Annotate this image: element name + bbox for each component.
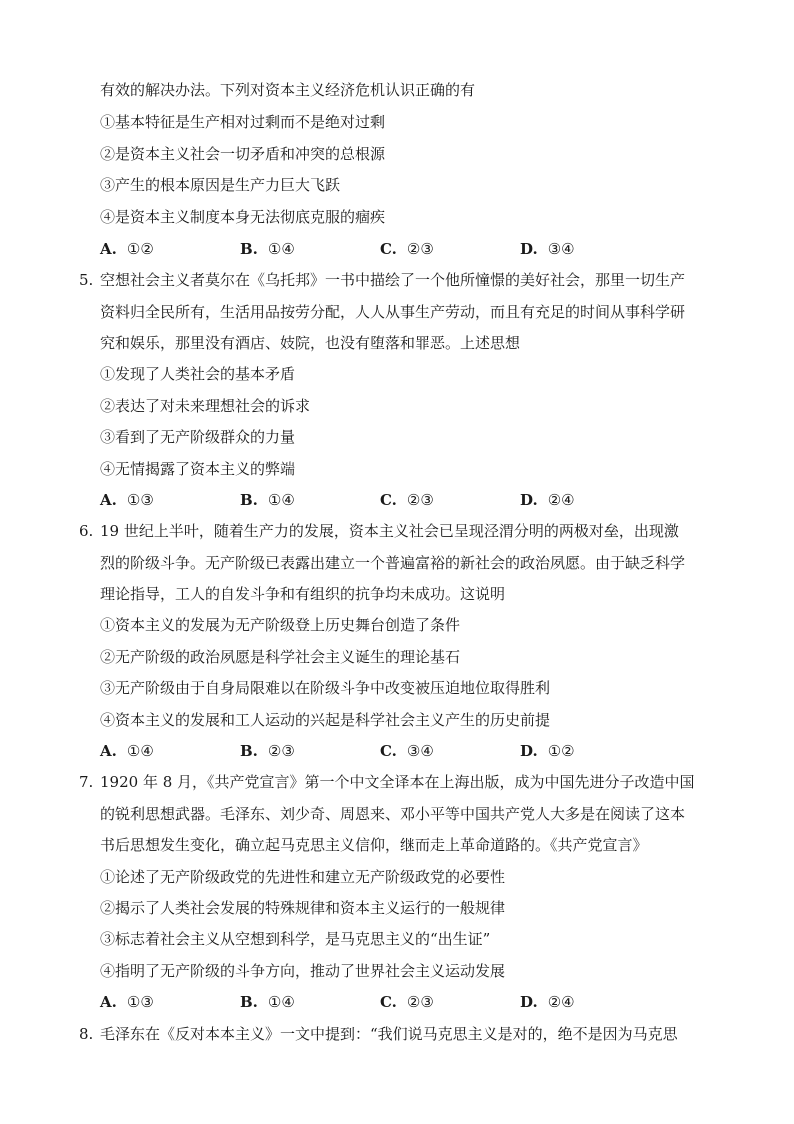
- q7-stem-line-3: 书后思想发生变化，确立起马克思主义信仰，继而走上革命道路的。《共产党宣言》: [100, 836, 648, 854]
- q4-statement-2: ②是资本主义社会一切矛盾和冲突的总根源: [100, 145, 386, 163]
- q7-number: 7.: [79, 773, 94, 791]
- q4-option-b[interactable]: B. ①④: [240, 240, 295, 258]
- q8-stem-line-1: 毛泽东在《反对本本主义》一文中提到：“我们说马克思主义是对的，绝不是因为马克思: [100, 1025, 678, 1043]
- q7-option-d[interactable]: D. ②④: [520, 993, 575, 1011]
- q6-statement-3: ③无产阶级由于自身局限难以在阶级斗争中改变被压迫地位取得胜利: [100, 679, 551, 697]
- q5-option-b[interactable]: B. ①④: [240, 491, 295, 509]
- q5-option-a[interactable]: A. ①③: [100, 491, 154, 509]
- q5-number: 5.: [79, 271, 94, 289]
- q7-stem-line-2: 的锐利思想武器。毛泽东、刘少奇、周恩来、邓小平等中国共产党人大多是在阅读了这本: [100, 805, 686, 823]
- q6-option-a[interactable]: A. ①④: [100, 742, 154, 760]
- q5-statement-4: ④无情揭露了资本主义的弊端: [100, 460, 296, 478]
- q4-statement-3: ③产生的根本原因是生产力巨大飞跃: [100, 176, 341, 194]
- q5-stem-line-2: 资料归全民所有，生活用品按劳分配，人人从事生产劳动，而且有充足的时间从事科学研: [100, 303, 686, 321]
- q5-statement-2: ②表达了对未来理想社会的诉求: [100, 397, 311, 415]
- q6-stem-line-1: 19 世纪上半叶，随着生产力的发展，资本主义社会已呈现泾渭分明的两极对垒，出现激: [100, 522, 679, 540]
- q6-option-d[interactable]: D. ①②: [520, 742, 575, 760]
- q7-statement-3: ③标志着社会主义从空想到科学，是马克思主义的“出生证”: [100, 930, 491, 948]
- q7-statement-4: ④指明了无产阶级的斗争方向，推动了世界社会主义运动发展: [100, 962, 506, 980]
- q4-option-a[interactable]: A. ①②: [100, 240, 154, 258]
- q7-stem-line-1: 1920 年 8 月，《共产党宣言》第一个中文全译本在上海出版，成为中国先进分子改造中国: [100, 773, 695, 791]
- q5-statement-3: ③看到了无产阶级群众的力量: [100, 428, 296, 446]
- q5-stem-line-3: 究和娱乐，那里没有酒店、妓院，也没有堕落和罪恶。上述思想: [100, 334, 521, 352]
- q4-statement-1: ①基本特征是生产相对过剩而不是绝对过剩: [100, 113, 386, 131]
- q5-option-c[interactable]: C. ②③: [380, 491, 434, 509]
- q8-number: 8.: [79, 1025, 94, 1043]
- q5-stem-line-1: 空想社会主义者莫尔在《乌托邦》一书中描绘了一个他所憧憬的美好社会，那里一切生产: [100, 271, 686, 289]
- q5-option-d[interactable]: D. ②④: [520, 491, 575, 509]
- q6-statement-4: ④资本主义的发展和工人运动的兴起是科学社会主义产生的历史前提: [100, 711, 551, 729]
- q6-number: 6.: [79, 522, 94, 540]
- q4-option-c[interactable]: C. ②③: [380, 240, 434, 258]
- q7-option-b[interactable]: B. ①④: [240, 993, 295, 1011]
- q5-statement-1: ①发现了人类社会的基本矛盾: [100, 365, 296, 383]
- q7-option-a[interactable]: A. ①③: [100, 993, 154, 1011]
- q4-stem-tail: 有效的解决办法。下列对资本主义经济危机认识正确的有: [100, 81, 476, 99]
- q6-stem-line-3: 理论指导，工人的自发斗争和有组织的抗争均未成功。这说明: [100, 585, 506, 603]
- q6-statement-2: ②无产阶级的政治夙愿是科学社会主义诞生的理论基石: [100, 648, 461, 666]
- q4-option-d[interactable]: D. ③④: [520, 240, 575, 258]
- q4-statement-4: ④是资本主义制度本身无法彻底克服的痼疾: [100, 208, 386, 226]
- q6-option-b[interactable]: B. ②③: [240, 742, 295, 760]
- q6-option-c[interactable]: C. ③④: [380, 742, 434, 760]
- q7-option-c[interactable]: C. ②③: [380, 993, 434, 1011]
- q6-stem-line-2: 烈的阶级斗争。无产阶级已表露出建立一个普遍富裕的新社会的政治夙愿。由于缺乏科学: [100, 554, 686, 572]
- q6-statement-1: ①资本主义的发展为无产阶级登上历史舞台创造了条件: [100, 616, 461, 634]
- q7-statement-1: ①论述了无产阶级政党的先进性和建立无产阶级政党的必要性: [100, 868, 506, 886]
- q7-statement-2: ②揭示了人类社会发展的特殊规律和资本主义运行的一般规律: [100, 899, 506, 917]
